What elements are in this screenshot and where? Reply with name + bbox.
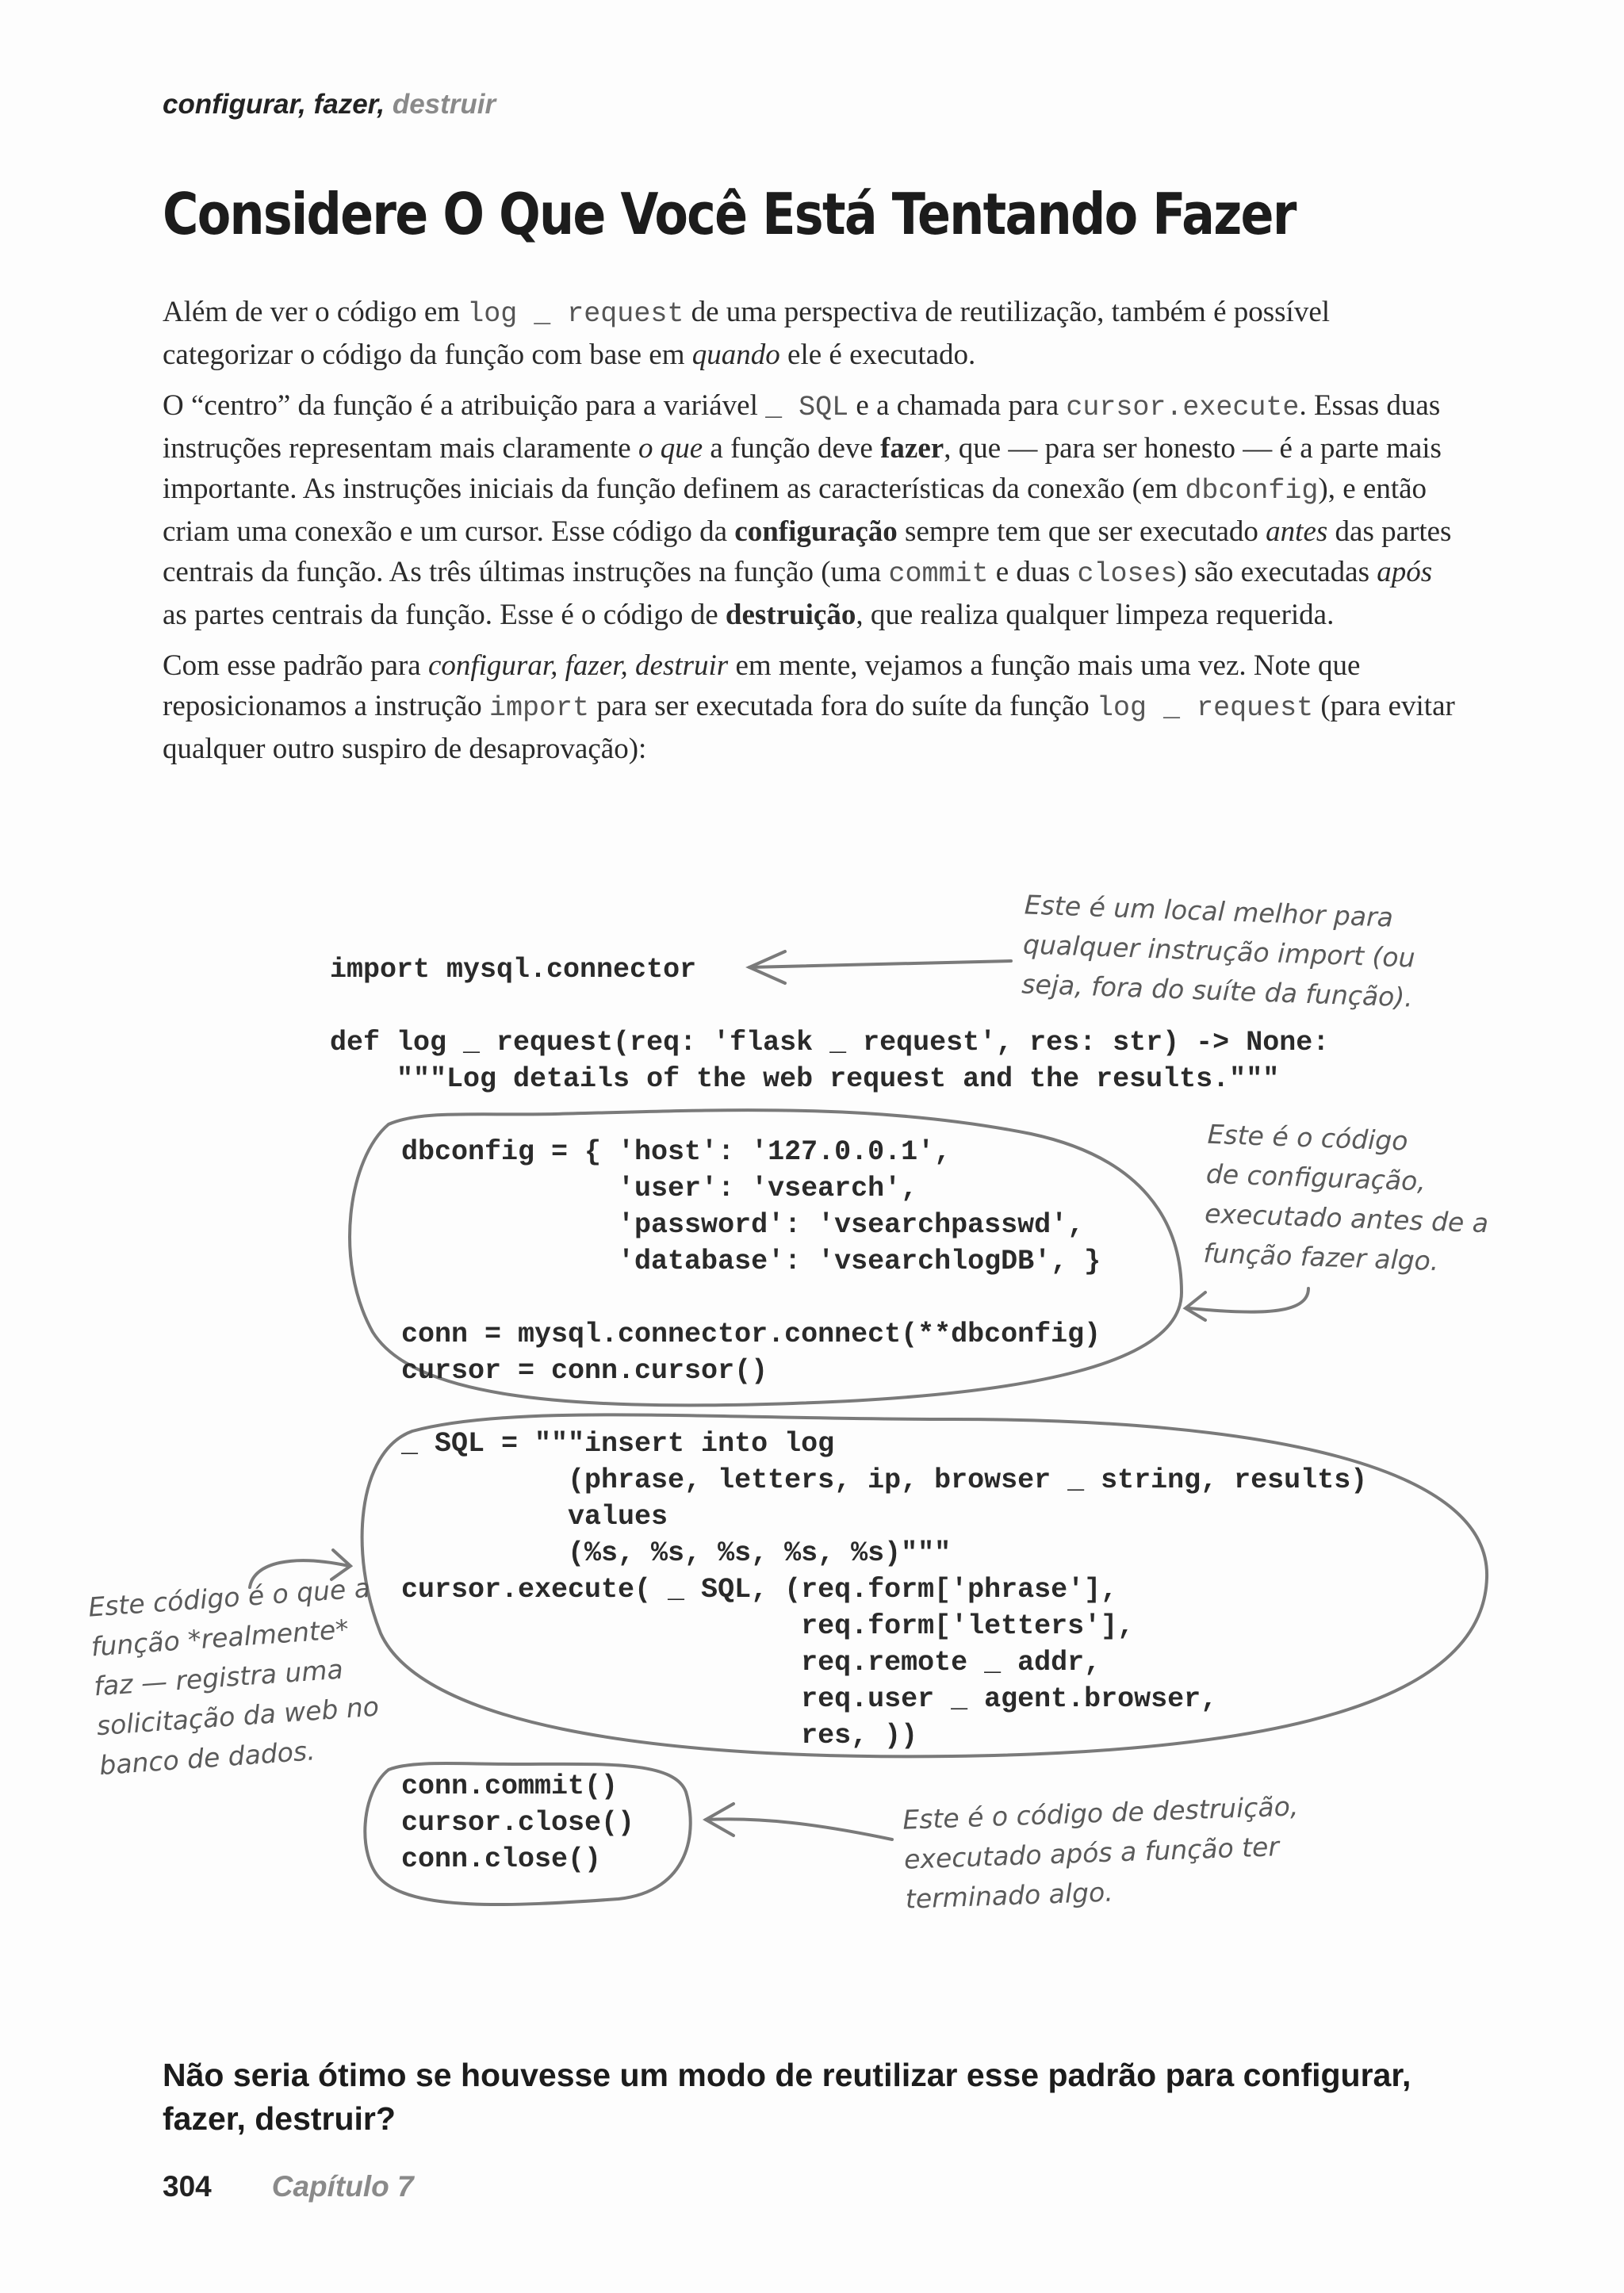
running-head-dark: configurar, fazer, [163,89,385,120]
closing-question: Não seria ótimo se houvesse um modo de reutilizar esse padrão para configurar, fazer, destruir? [163,2057,1411,2137]
page-title: Considere O Que Você Está Tentando Fazer [163,181,1296,247]
code-inline: _ SQL [765,392,849,423]
page-number: 304 [163,2170,212,2203]
text: O “centro” da função é a atribuição para a variável [163,389,766,422]
text: Com esse padrão para [163,649,428,682]
text: e a chamada para [848,389,1067,422]
emphasis: antes [1266,515,1328,548]
code-inline: closes [1077,558,1178,590]
code-do: _ SQL = """insert into log (phrase, letters, ip, browser _ string, results) values (%s, %s, %s, %s, %s)""" cursor.execute( _ SQL, (req.form['phrase'], req.form['letters'], req.remote _ addr, req.user _ agent.browser, res, )) [401,1428,1368,1751]
code-inline: cursor.execute [1066,392,1300,423]
page-footer [163,2170,414,2203]
setup-arrow [1189,1288,1308,1312]
running-head-grey: destruir [392,89,496,120]
text: a função deve [703,432,881,465]
code-setup: dbconfig = { 'host': '127.0.0.1', 'user': 'vsearch', 'password': 'vsearchpasswd', 'database': 'vsearchlogDB', } conn = mysql.connector.connect(**dbconfig) cursor = conn.cursor() [401,1136,1101,1387]
text: . Essas duas instruções representam mais claramente [163,389,1441,465]
text: ele é executado. [779,339,976,371]
bold: configuração [734,515,898,548]
code-inline: import [489,692,590,724]
import-annotation: Este é um local melhor para qualquer instrução import (ou seja, fora do suíte da função). [1021,889,1416,1013]
text: , que realiza qualquer limpeza requerida. [856,599,1335,631]
text: ) são executadas [1177,556,1377,588]
emphasis: após [1377,556,1433,588]
bold: fazer [880,432,944,465]
text: das partes centrais da função. As três últimas instruções na função (uma [163,515,1452,588]
code-import: import mysql.connector [330,954,697,986]
text: de uma perspectiva de reutilização, também é possível categorizar o código da função com base em [163,296,1331,371]
code-teardown: conn.commit() cursor.close() conn.close() [401,1770,635,1875]
text: em mente, vejamos a função mais uma vez. Note que reposicionamos a instrução [163,649,1361,722]
text: Além de ver o código em [163,296,468,328]
code-inline: log _ request [1097,692,1314,724]
emphasis: configurar, fazer, destruir [427,649,729,682]
text: sempre tem que ser executado [897,515,1266,548]
emphasis: o que [638,432,703,465]
code-def: def log _ request(req: 'flask _ request', res: str) -> None: """Log details of the web request and the results.""" [330,1027,1330,1095]
text: ), e então criam uma conexão e um cursor. Esse código da [163,473,1427,548]
text: e duas [988,556,1078,588]
code-inline: commit [888,558,989,590]
chapter-label: Capítulo 7 [271,2170,414,2203]
setup-arrowhead [1185,1292,1205,1320]
text: para ser executada fora do suíte da função [589,690,1097,722]
code-inline: dbconfig [1185,475,1319,507]
teardown-annotation: Este é o código de destruição, executado após a função ter terminado algo. [902,1790,1299,1915]
text: , que — para ser honesto — é a parte mais importante. As instruções iniciais da função definem as características da conexão (em [163,432,1442,505]
text: as partes centrais da função. Esse é o código de [163,599,726,631]
import-arrow [749,961,1011,967]
text: (para evitar qualquer outro suspiro de desaprovação): [163,690,1455,765]
code-inline: log _ request [467,298,684,330]
emphasis: quando [691,339,780,371]
bold: destruição [725,599,856,631]
do-annotation: Este código é o que a função *realmente* faz — registra uma solicitação da web no banco de dados. [87,1571,381,1782]
setup-annotation: Este é o código de configuração, executado antes de a função fazer algo. [1202,1118,1489,1277]
